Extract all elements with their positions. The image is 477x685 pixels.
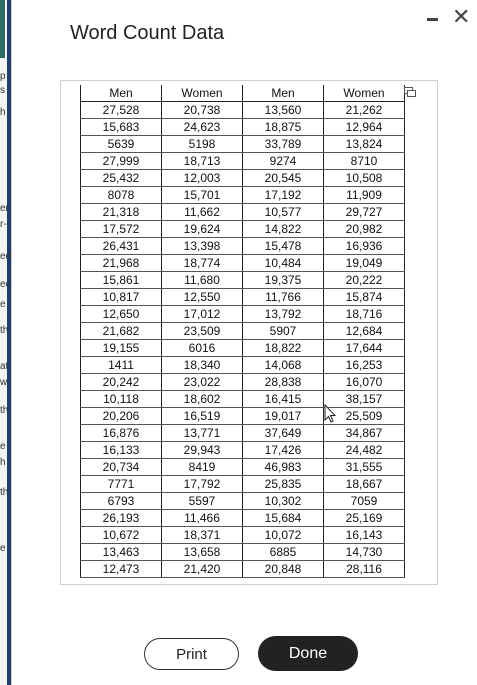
table-cell: 14,068 bbox=[243, 357, 324, 374]
table-cell: 7771 bbox=[81, 476, 162, 493]
table-cell: 18,602 bbox=[162, 391, 243, 408]
table-cell: 18,875 bbox=[243, 119, 324, 136]
table-cell: 28,116 bbox=[324, 561, 405, 578]
table-cell: 11,466 bbox=[162, 510, 243, 527]
table-cell: 15,701 bbox=[162, 187, 243, 204]
background-edge bbox=[7, 0, 11, 685]
table-cell: 16,133 bbox=[81, 442, 162, 459]
table-cell: 24,623 bbox=[162, 119, 243, 136]
table-cell: 24,482 bbox=[324, 442, 405, 459]
table-cell: 11,766 bbox=[243, 289, 324, 306]
table-cell: 6793 bbox=[81, 493, 162, 510]
table-cell: 17,572 bbox=[81, 221, 162, 238]
background-text-fragment: h bbox=[0, 107, 6, 118]
table-row bbox=[81, 510, 405, 527]
table-cell: 13,463 bbox=[81, 544, 162, 561]
table-cell: 10,484 bbox=[243, 255, 324, 272]
table-cell: 12,964 bbox=[324, 119, 405, 136]
table-cell: 20,206 bbox=[81, 408, 162, 425]
table-cell: 16,519 bbox=[162, 408, 243, 425]
table-row bbox=[81, 391, 405, 408]
table-cell: 18,822 bbox=[243, 340, 324, 357]
data-table-frame bbox=[60, 80, 438, 585]
table-cell: 18,667 bbox=[324, 476, 405, 493]
table-cell: 19,017 bbox=[243, 408, 324, 425]
background-text-fragment: r- bbox=[0, 219, 7, 230]
background-accent bbox=[0, 0, 5, 58]
table-cell: 9274 bbox=[243, 153, 324, 170]
table-cell: 20,222 bbox=[324, 272, 405, 289]
table-cell: 21,968 bbox=[81, 255, 162, 272]
table-cell: 23,022 bbox=[162, 374, 243, 391]
background-text-fragment: h bbox=[0, 457, 6, 468]
table-cell: 37,649 bbox=[243, 425, 324, 442]
table-row bbox=[81, 204, 405, 221]
table-cell: 26,431 bbox=[81, 238, 162, 255]
table-cell: 12,003 bbox=[162, 170, 243, 187]
table-cell: 27,999 bbox=[81, 153, 162, 170]
table-cell: 11,662 bbox=[162, 204, 243, 221]
background-text-fragment: er bbox=[0, 203, 9, 214]
table-row bbox=[81, 340, 405, 357]
table-cell: 12,550 bbox=[162, 289, 243, 306]
table-cell: 18,713 bbox=[162, 153, 243, 170]
table-cell: 20,242 bbox=[81, 374, 162, 391]
table-cell: 16,415 bbox=[243, 391, 324, 408]
table-cell: 17,192 bbox=[243, 187, 324, 204]
table-cell: 19,624 bbox=[162, 221, 243, 238]
table-cell: 21,682 bbox=[81, 323, 162, 340]
table-cell: 13,560 bbox=[243, 102, 324, 119]
table-cell: 20,545 bbox=[243, 170, 324, 187]
table-cell: 29,727 bbox=[324, 204, 405, 221]
table-cell: 21,420 bbox=[162, 561, 243, 578]
table-row bbox=[81, 153, 405, 170]
table-cell: 19,049 bbox=[324, 255, 405, 272]
table-cell: 13,824 bbox=[324, 136, 405, 153]
column-header: Women bbox=[324, 85, 405, 102]
table-row bbox=[81, 272, 405, 289]
table-cell: 13,658 bbox=[162, 544, 243, 561]
table-cell: 20,738 bbox=[162, 102, 243, 119]
table-row bbox=[81, 561, 405, 578]
background-text-fragment: e bbox=[0, 441, 6, 452]
table-cell: 10,072 bbox=[243, 527, 324, 544]
close-icon[interactable]: ✕ bbox=[452, 4, 471, 29]
table-cell: 16,143 bbox=[324, 527, 405, 544]
table-cell: 17,426 bbox=[243, 442, 324, 459]
mouse-pointer-icon bbox=[324, 404, 336, 424]
table-cell: 5639 bbox=[81, 136, 162, 153]
table-cell: 27,528 bbox=[81, 102, 162, 119]
table-row bbox=[81, 306, 405, 323]
table-cell: 17,644 bbox=[324, 340, 405, 357]
table-cell: 13,398 bbox=[162, 238, 243, 255]
background-text-fragment: w bbox=[0, 377, 8, 388]
print-button[interactable]: Print bbox=[144, 638, 239, 670]
word-count-dialog bbox=[12, 0, 477, 685]
table-cell: 15,478 bbox=[243, 238, 324, 255]
table-cell: 16,876 bbox=[81, 425, 162, 442]
table-cell: 11,909 bbox=[324, 187, 405, 204]
column-header: Men bbox=[243, 85, 324, 102]
table-row bbox=[81, 238, 405, 255]
table-cell: 23,509 bbox=[162, 323, 243, 340]
table-cell: 33,789 bbox=[243, 136, 324, 153]
table-cell: 25,835 bbox=[243, 476, 324, 493]
table-cell: 10,817 bbox=[81, 289, 162, 306]
table-cell: 25,169 bbox=[324, 510, 405, 527]
table-row bbox=[81, 187, 405, 204]
table-cell: 28,838 bbox=[243, 374, 324, 391]
table-cell: 10,672 bbox=[81, 527, 162, 544]
table-cell: 13,771 bbox=[162, 425, 243, 442]
table-row bbox=[81, 136, 405, 153]
table-cell: 25,432 bbox=[81, 170, 162, 187]
background-text-fragment: ec bbox=[0, 279, 11, 290]
table-cell: 6016 bbox=[162, 340, 243, 357]
table-cell: 8419 bbox=[162, 459, 243, 476]
table-header-row bbox=[81, 85, 405, 102]
table-row bbox=[81, 323, 405, 340]
table-cell: 5907 bbox=[243, 323, 324, 340]
background-text-fragment: th bbox=[0, 405, 9, 416]
table-row bbox=[81, 425, 405, 442]
table-row bbox=[81, 374, 405, 391]
table-cell: 15,874 bbox=[324, 289, 405, 306]
table-cell: 5198 bbox=[162, 136, 243, 153]
table-cell: 12,650 bbox=[81, 306, 162, 323]
table-cell: 20,982 bbox=[324, 221, 405, 238]
background-text-fragment: p bbox=[0, 71, 6, 82]
word-count-table bbox=[80, 85, 405, 578]
table-row bbox=[81, 527, 405, 544]
table-cell: 8710 bbox=[324, 153, 405, 170]
table-cell: 19,375 bbox=[243, 272, 324, 289]
table-cell: 15,861 bbox=[81, 272, 162, 289]
table-cell: 18,716 bbox=[324, 306, 405, 323]
table-cell: 26,193 bbox=[81, 510, 162, 527]
minimize-icon[interactable] bbox=[425, 8, 441, 28]
table-cell: 21,262 bbox=[324, 102, 405, 119]
table-row bbox=[81, 170, 405, 187]
background-text-fragment: at bbox=[0, 361, 9, 372]
background-text-fragment: th bbox=[0, 325, 9, 336]
table-cell: 20,848 bbox=[243, 561, 324, 578]
table-cell: 18,340 bbox=[162, 357, 243, 374]
column-header: Women bbox=[162, 85, 243, 102]
table-cell: 17,792 bbox=[162, 476, 243, 493]
table-cell: 29,943 bbox=[162, 442, 243, 459]
dialog-title: Word Count Data bbox=[70, 22, 225, 44]
table-cell: 1411 bbox=[81, 357, 162, 374]
table-cell: 8078 bbox=[81, 187, 162, 204]
background-text-fragment: e bbox=[0, 543, 6, 554]
table-row bbox=[81, 493, 405, 510]
table-cell: 15,684 bbox=[243, 510, 324, 527]
table-cell: 21,318 bbox=[81, 204, 162, 221]
table-row bbox=[81, 119, 405, 136]
background-text-fragment: s bbox=[0, 85, 5, 96]
table-cell: 10,577 bbox=[243, 204, 324, 221]
table-cell: 10,118 bbox=[81, 391, 162, 408]
table-cell: 17,012 bbox=[162, 306, 243, 323]
table-cell: 16,070 bbox=[324, 374, 405, 391]
table-cell: 6885 bbox=[243, 544, 324, 561]
background-text-fragment: th bbox=[0, 487, 9, 498]
table-cell: 46,983 bbox=[243, 459, 324, 476]
table-cell: 12,473 bbox=[81, 561, 162, 578]
done-button[interactable]: Done bbox=[258, 636, 358, 671]
background-app-strip bbox=[0, 0, 12, 685]
background-text-fragment: e bbox=[0, 299, 6, 310]
table-row bbox=[81, 357, 405, 374]
table-cell: 14,822 bbox=[243, 221, 324, 238]
column-header: Men bbox=[81, 85, 162, 102]
table-cell: 14,730 bbox=[324, 544, 405, 561]
table-cell: 10,302 bbox=[243, 493, 324, 510]
table-row bbox=[81, 459, 405, 476]
table-row bbox=[81, 289, 405, 306]
table-cell: 34,867 bbox=[324, 425, 405, 442]
table-cell: 7059 bbox=[324, 493, 405, 510]
table-row bbox=[81, 255, 405, 272]
table-cell: 11,680 bbox=[162, 272, 243, 289]
table-cell: 12,684 bbox=[324, 323, 405, 340]
table-cell: 10,508 bbox=[324, 170, 405, 187]
table-cell: 16,253 bbox=[324, 357, 405, 374]
table-cell: 15,683 bbox=[81, 119, 162, 136]
table-cell: 31,555 bbox=[324, 459, 405, 476]
table-cell: 38,157 bbox=[324, 391, 405, 408]
table-row bbox=[81, 221, 405, 238]
table-cell: 13,792 bbox=[243, 306, 324, 323]
table-cell: 18,774 bbox=[162, 255, 243, 272]
table-cell: 16,936 bbox=[324, 238, 405, 255]
table-row bbox=[81, 408, 405, 425]
table-cell: 5597 bbox=[162, 493, 243, 510]
table-row bbox=[81, 544, 405, 561]
table-cell: 19,155 bbox=[81, 340, 162, 357]
background-text-fragment: ed bbox=[0, 251, 12, 262]
table-row bbox=[81, 102, 405, 119]
table-cell: 18,371 bbox=[162, 527, 243, 544]
table-cell: 25,509 bbox=[324, 408, 405, 425]
table-row bbox=[81, 476, 405, 493]
copy-icon[interactable] bbox=[404, 87, 416, 97]
table-row bbox=[81, 442, 405, 459]
table-cell: 20,734 bbox=[81, 459, 162, 476]
